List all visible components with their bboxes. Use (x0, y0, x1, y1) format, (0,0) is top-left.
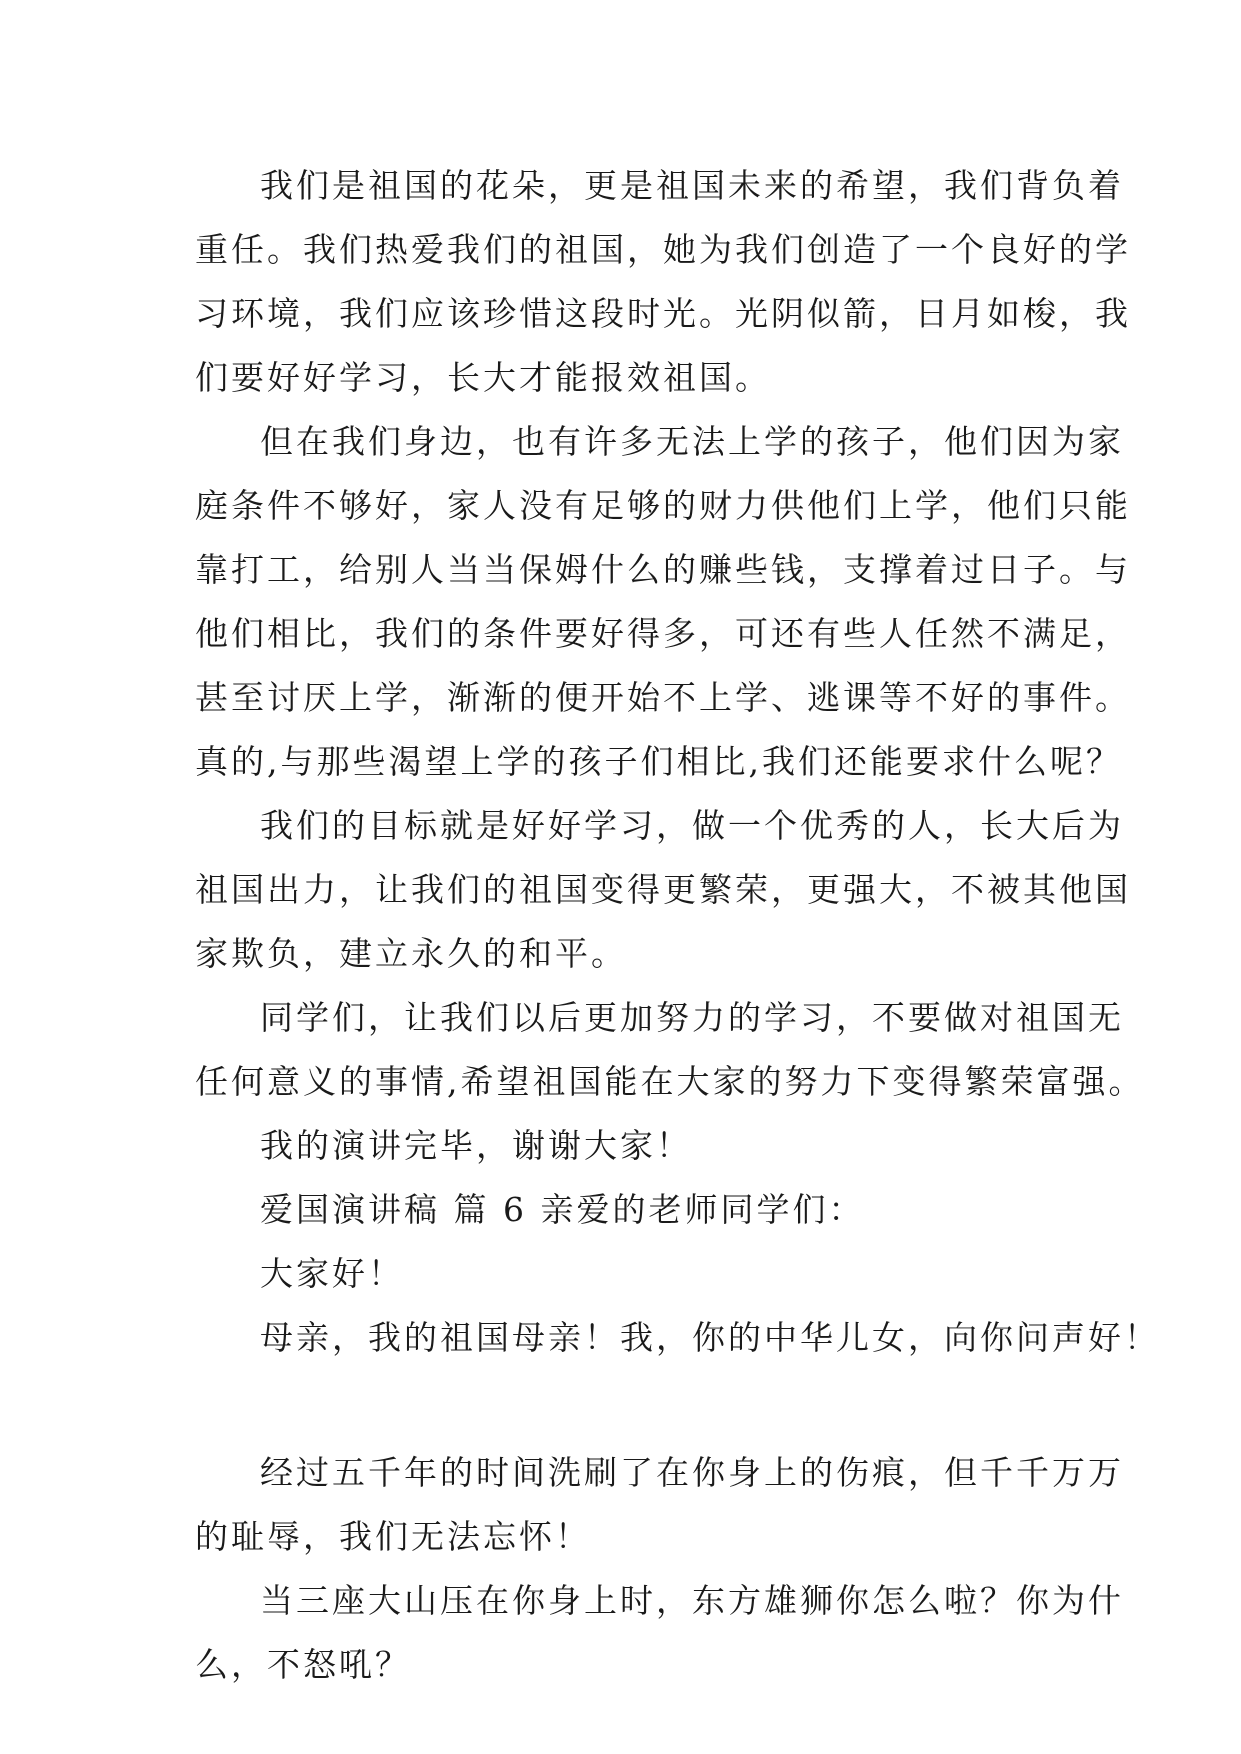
text-line: 我们是祖国的花朵，更是祖国未来的希望，我们背负着 (260, 166, 1124, 205)
text-line: 重任。我们热爱我们的祖国，她为我们创造了一个良好的学 (195, 230, 1131, 269)
text-line: 真的,与那些渴望上学的孩子们相比,我们还能要求什么呢？ (195, 742, 1122, 781)
text-line: 他们相比，我们的条件要好得多，可还有些人任然不满足， (195, 614, 1131, 653)
text-line: 同学们，让我们以后更加努力的学习，不要做对祖国无 (260, 998, 1124, 1037)
text-line: 当三座大山压在你身上时，东方雄狮你怎么啦？你为什 (260, 1581, 1124, 1620)
text-line: 庭条件不够好，家人没有足够的财力供他们上学，他们只能 (195, 486, 1131, 525)
text-line: 经过五千年的时间洗刷了在你身上的伤痕，但千千万万 (260, 1453, 1124, 1492)
text-line: 任何意义的事情,希望祖国能在大家的努力下变得繁荣富强。 (195, 1062, 1145, 1101)
text-line: 但在我们身边，也有许多无法上学的孩子，他们因为家 (260, 422, 1124, 461)
text-line: 母亲，我的祖国母亲！我，你的中华儿女，向你问声好！ (260, 1318, 1160, 1357)
text-line: 家欺负，建立永久的和平。 (195, 934, 627, 973)
text-line: 我的演讲完毕，谢谢大家！ (260, 1126, 692, 1165)
text-line: 们要好好学习，长大才能报效祖国。 (195, 358, 771, 397)
text-line: 祖国出力，让我们的祖国变得更繁荣，更强大，不被其他国 (195, 870, 1131, 909)
text-line: 的耻辱，我们无法忘怀！ (195, 1517, 591, 1556)
section-heading: 爱国演讲稿 篇 6 亲爱的老师同学们： (260, 1190, 865, 1229)
text-line: 靠打工，给别人当当保姆什么的赚些钱，支撑着过日子。与 (195, 550, 1131, 589)
text-line: 么，不怒吼？ (195, 1645, 411, 1684)
text-line: 甚至讨厌上学，渐渐的便开始不上学、逃课等不好的事件。 (195, 678, 1131, 717)
text-line: 我们的目标就是好好学习，做一个优秀的人，长大后为 (260, 806, 1124, 845)
text-line: 大家好！ (260, 1254, 404, 1293)
text-line: 习环境，我们应该珍惜这段时光。光阴似箭，日月如梭，我 (195, 294, 1131, 333)
